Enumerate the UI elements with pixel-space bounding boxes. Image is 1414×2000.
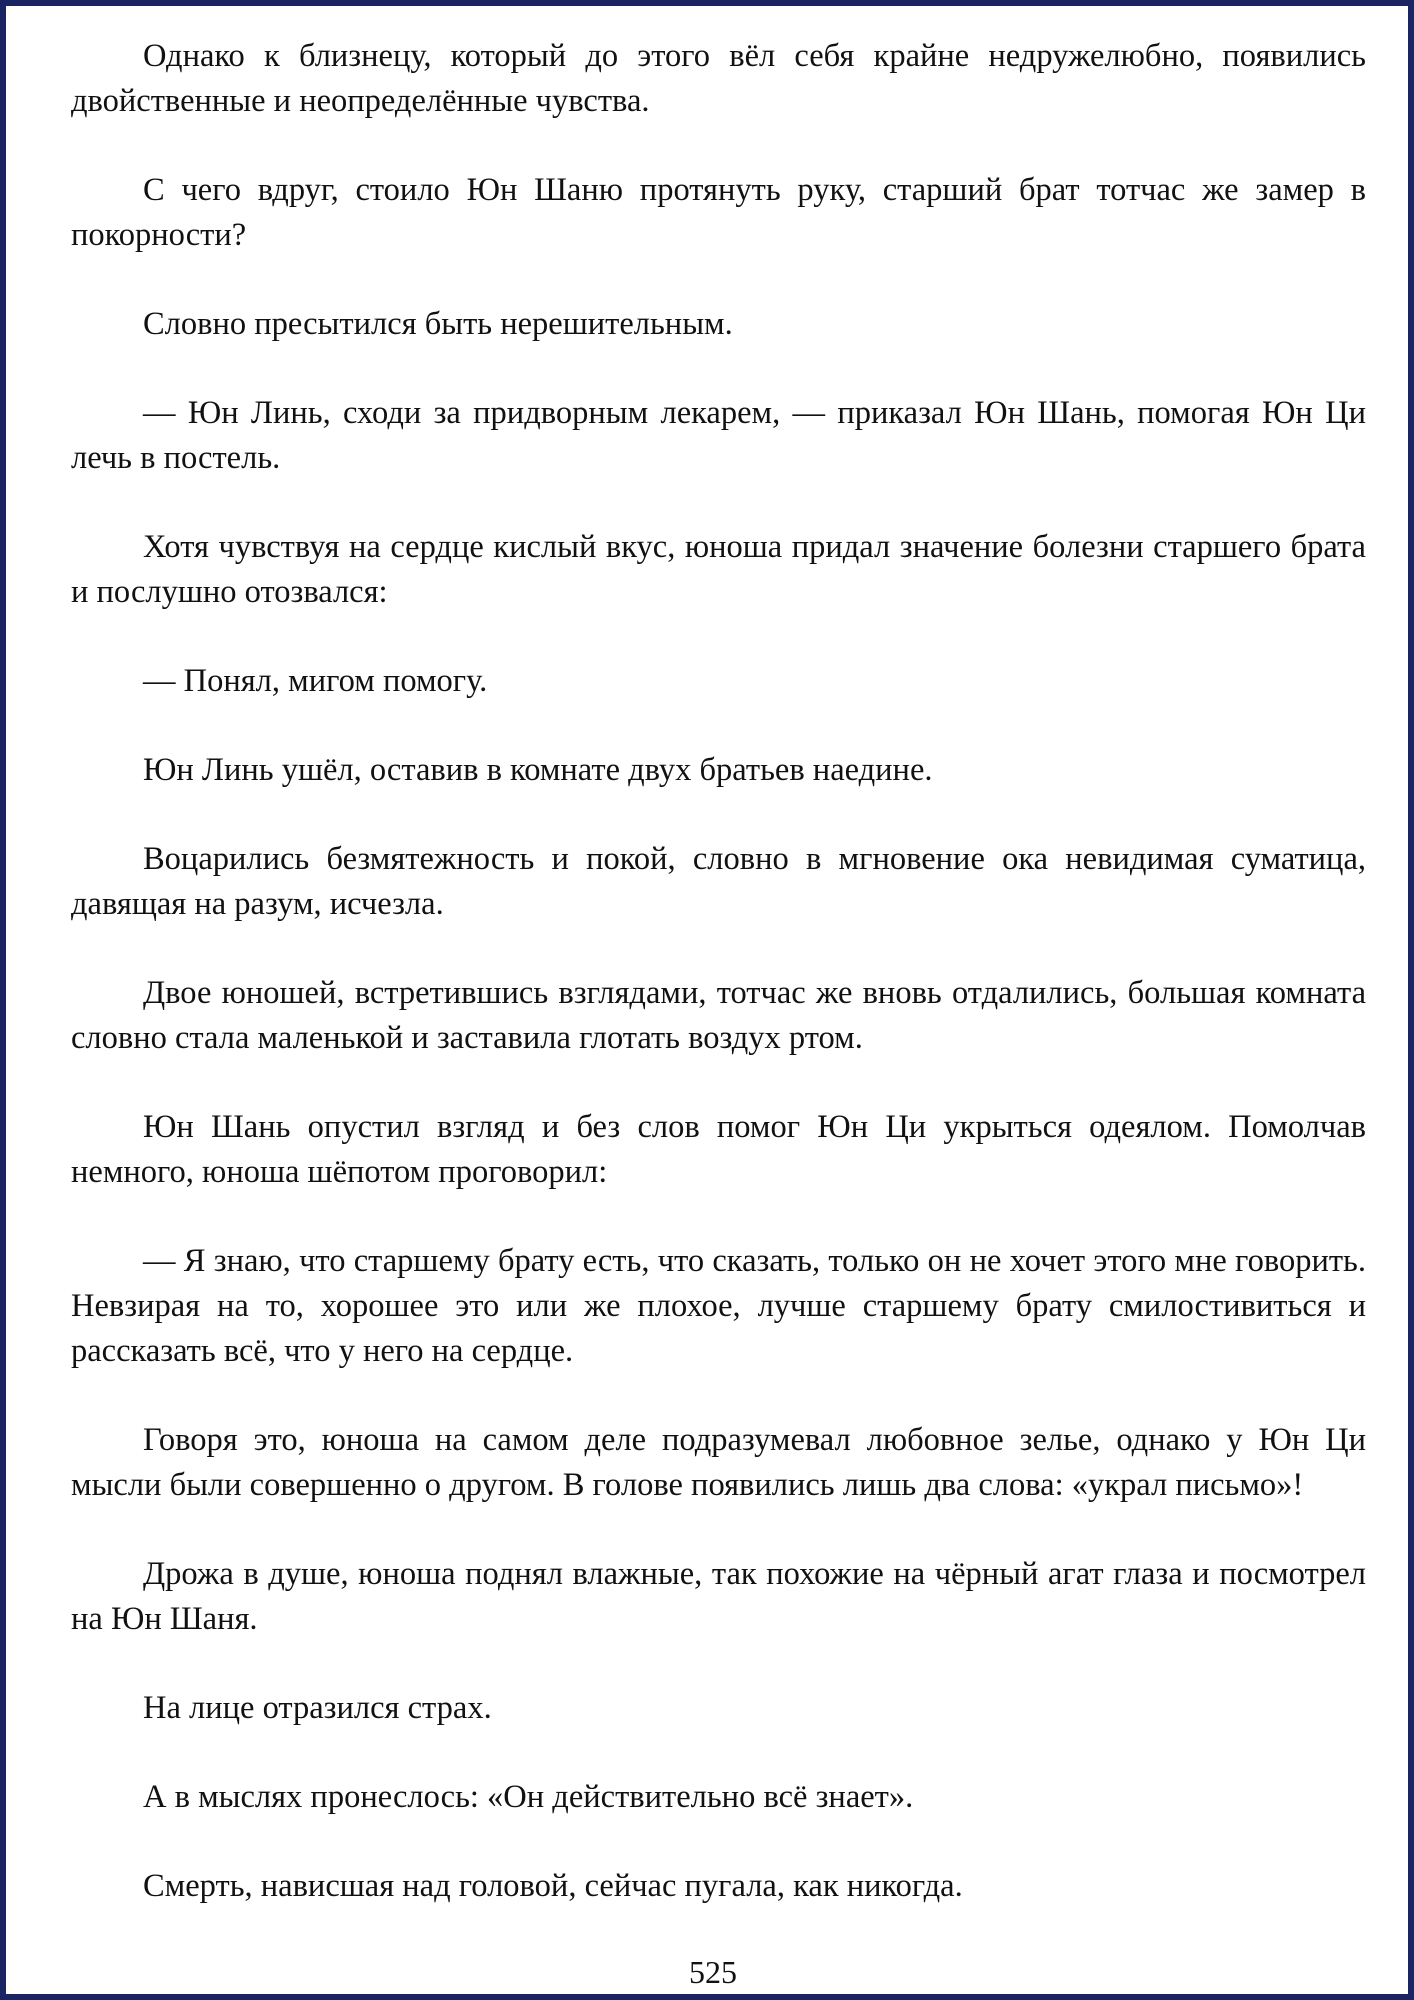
paragraph-12: Говоря это, юноша на самом деле подразумевал любовное зелье, однако у Юн Ци мысли были совершенно о другом. В голове появились лишь два слова: «украл письмо»! bbox=[71, 1422, 1366, 1503]
paragraph-1: Однако к близнецу, который до этого вёл себя крайне недружелюбно, появились двойственные и неопределённые чувства. bbox=[71, 38, 1366, 119]
paragraph-16: Смерть, нависшая над головой, сейчас пугала, как никогда. bbox=[143, 1868, 963, 1904]
paragraph-14: На лице отразился страх. bbox=[143, 1690, 492, 1726]
paragraph-7: Юн Линь ушёл, оставив в комнате двух братьев наедине. bbox=[143, 752, 933, 788]
paragraph-9: Двое юношей, встретившись взглядами, тотчас же вновь отдалились, большая комната словно стала маленькой и заставила глотать воздух ртом. bbox=[71, 975, 1366, 1056]
paragraph-6: — Понял, мигом помогу. bbox=[143, 663, 488, 699]
paragraph-15: А в мыслях пронеслось: «Он действительно всё знает». bbox=[143, 1779, 914, 1815]
paragraph-13: Дрожа в душе, юноша поднял влажные, так похожие на чёрный агат глаза и посмотрел на Юн Шаня. bbox=[71, 1556, 1366, 1637]
paragraph-11: — Я знаю, что старшему брату есть, что сказать, только он не хочет этого мне говорить. Невзирая на то, хорошее это или же плохое, лучше старшему брату смилостивиться и рассказать всё, что у него на сердце. bbox=[71, 1243, 1366, 1369]
paragraph-8: Воцарились безмятежность и покой, словно в мгновение ока невидимая суматица, давящая на разум, исчезла. bbox=[71, 841, 1366, 922]
paragraph-5: Хотя чувствуя на сердце кислый вкус, юноша придал значение болезни старшего брата и послушно отозвался: bbox=[71, 529, 1366, 610]
page-number: 525 bbox=[689, 1954, 737, 1990]
paragraph-2: С чего вдруг, стоило Юн Шаню протянуть руку, старший брат тотчас же замер в покорности? bbox=[71, 172, 1366, 253]
text-body bbox=[71, 34, 1366, 1909]
paragraph-3: Словно пресытился быть нерешительным. bbox=[143, 306, 733, 342]
paragraph-10: Юн Шань опустил взгляд и без слов помог Юн Ци укрыться одеялом. Помолчав немного, юноша шёпотом проговорил: bbox=[71, 1109, 1366, 1190]
paragraph-4: — Юн Линь, сходи за придворным лекарем, — приказал Юн Шань, помогая Юн Ци лечь в постель. bbox=[71, 395, 1366, 476]
